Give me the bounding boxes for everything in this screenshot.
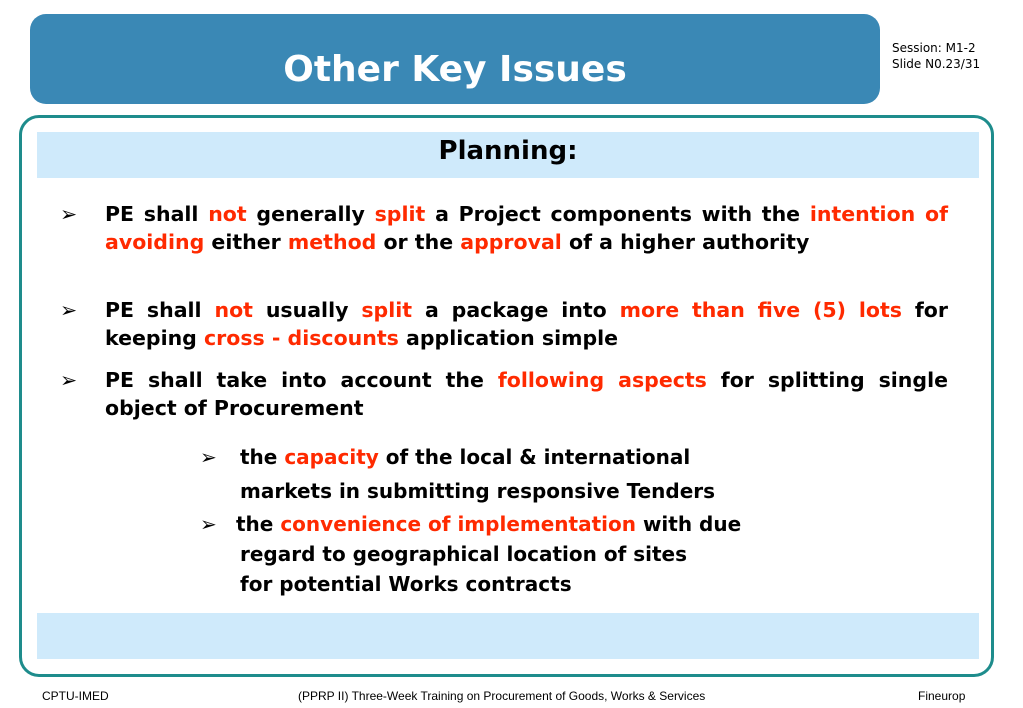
bottom-band — [37, 613, 979, 659]
section-heading: Planning: — [438, 136, 578, 166]
sub-bullet-line — [236, 509, 741, 539]
arrow-bullet-icon: ➢ — [200, 512, 217, 536]
text-run: a package into — [412, 298, 620, 322]
arrow-bullet-icon: ➢ — [60, 368, 78, 392]
text-run: either — [204, 230, 288, 254]
text-run: the — [240, 445, 285, 469]
session-info — [892, 40, 980, 72]
bullet-item — [60, 296, 948, 352]
text-run: PE shall — [105, 202, 209, 226]
arrow-bullet-icon: ➢ — [60, 202, 78, 226]
text-run: with due — [635, 512, 742, 536]
bullet-item — [60, 200, 948, 256]
bullet-text — [105, 200, 948, 256]
session-label: Session: M1-2 — [892, 41, 976, 55]
sub-bullet-line — [240, 442, 715, 472]
highlight-text: method — [287, 230, 377, 254]
section-heading-band — [37, 132, 979, 178]
sub-bullet-line: markets in submitting responsive Tenders — [240, 479, 716, 503]
highlight-text: not — [208, 202, 247, 226]
footer-center: (PPRP II) Three-Week Training on Procurement of Goods, Works & Services — [298, 689, 706, 703]
text-run: of a higher authority — [561, 230, 810, 254]
highlight-text: cross - discounts — [204, 326, 399, 350]
text-run: usually — [252, 298, 362, 322]
sub-bullet-item — [200, 509, 741, 599]
text-run: application simple — [398, 326, 619, 350]
text-run: the — [236, 512, 281, 536]
text-run: PE shall take into account the — [105, 368, 498, 392]
footer-left: CPTU-IMED — [42, 689, 109, 703]
highlight-text: split — [374, 202, 426, 226]
arrow-bullet-icon: ➢ — [60, 298, 78, 322]
slide-title: Other Key Issues — [283, 49, 627, 90]
title-bar — [30, 14, 880, 104]
bullet-text — [105, 296, 948, 352]
slide-number: Slide N0.23/31 — [892, 57, 981, 71]
highlight-text: capacity — [284, 445, 379, 469]
highlight-text: not — [214, 298, 253, 322]
text-run: or the — [376, 230, 461, 254]
highlight-text: more than five (5) lots — [619, 298, 903, 322]
sub-bullet-item — [200, 442, 715, 506]
text-run: generally — [246, 202, 375, 226]
text-run: of the local & international — [378, 445, 691, 469]
text-run: for splitting single object of Procurement — [105, 368, 948, 420]
footer-right: Fineurop — [918, 689, 966, 703]
text-run: PE shall — [105, 298, 215, 322]
highlight-text: intention of avoiding — [105, 202, 948, 254]
sub-bullet-line: for potential Works contracts — [240, 572, 572, 596]
highlight-text: split — [361, 298, 413, 322]
highlight-text: convenience of implementation — [280, 512, 636, 536]
highlight-text: approval — [460, 230, 562, 254]
sub-bullet-line: regard to geographical location of sites — [240, 542, 688, 566]
text-run: for keeping — [105, 298, 949, 350]
highlight-text: following aspects — [497, 368, 707, 392]
bullet-text — [105, 366, 948, 422]
arrow-bullet-icon: ➢ — [200, 445, 217, 469]
text-run: a Project components with the — [425, 202, 810, 226]
bullet-item — [60, 366, 948, 422]
